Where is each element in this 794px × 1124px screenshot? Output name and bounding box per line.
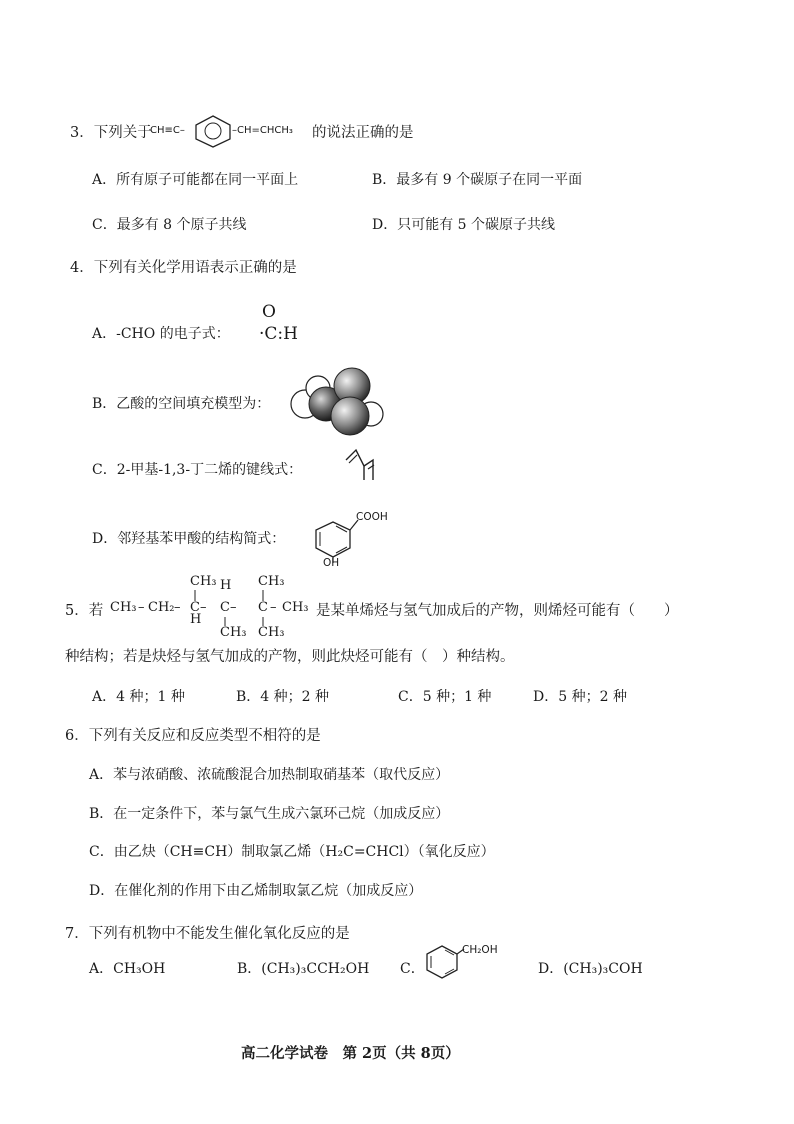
q4-a-oxygen: O (262, 302, 276, 322)
q7-stem: 7．下列有机物中不能发生催化氧化反应的是 (65, 926, 350, 942)
q7-c-ch2oh: CH₂OH (462, 944, 498, 956)
q5-carbon-3: C (258, 600, 268, 615)
q5-option-a[interactable]: A．4 种；1 种 (92, 689, 185, 705)
q3-stem (70, 121, 152, 142)
q6-option-c[interactable]: C．由乙炔（CH≡CH）制取氯乙烯（H₂C=CHCl）（氧化反应） (89, 844, 495, 860)
q4-stem: 4．下列有关化学用语表示正确的是 (70, 260, 297, 276)
q4-bond-line-formula-icon (340, 446, 380, 482)
q5-option-c[interactable]: C．5 种；1 种 (398, 689, 492, 705)
q6-option-a[interactable]: A．苯与浓硝酸、浓硫酸混合加热制取硝基苯（取代反应） (89, 767, 450, 783)
q7-option-a[interactable]: A．CH₃OH (89, 961, 166, 977)
q4-option-c[interactable]: C．2-甲基-1,3-丁二烯的键线式： (92, 462, 303, 478)
q5-top-ch3-1: CH₃ (190, 574, 217, 589)
q7-option-c[interactable]: C． (400, 961, 425, 977)
q5-prefix: 5．若 (65, 603, 104, 619)
q6-option-d[interactable]: D．在催化剂的作用下由乙烯制取氯乙烷（加成反应） (89, 883, 423, 899)
q5-bond-lines-icon (110, 570, 320, 642)
q3-number: 3． (70, 125, 94, 141)
q5-bottom-ch3-2: CH₃ (258, 625, 285, 640)
q5-ch3-end: CH₃ (282, 600, 309, 615)
q6-stem: 6．下列有关反应和反应类型不相符的是 (65, 728, 321, 744)
q7-benzene-ring-icon (422, 940, 466, 980)
q4-option-a[interactable]: A．-CHO 的电子式： (92, 326, 230, 342)
q5-carbon-2: C (220, 600, 230, 615)
q3-option-a[interactable]: A．所有原子可能都在同一平面上 (92, 172, 299, 188)
q4-option-b[interactable]: B．乙酸的空间填充模型为： (92, 396, 271, 412)
q4-d-cooh: COOH (356, 511, 388, 523)
q5-h-top: H (220, 578, 232, 593)
page-footer: 高二化学试卷 第 2页（共 8页） (241, 1045, 460, 1062)
q4-option-d[interactable]: D．邻羟基苯甲酸的结构简式： (92, 531, 286, 547)
q5-top-ch3-2: CH₃ (258, 574, 285, 589)
q6-option-b[interactable]: B．在一定条件下，苯与氯气生成六氯环己烷（加成反应） (89, 806, 450, 822)
q3-struct-left: CH≡C– (150, 125, 185, 136)
q5-option-d[interactable]: D．5 种；2 种 (533, 689, 627, 705)
q5-option-b[interactable]: B．4 种；2 种 (236, 689, 330, 705)
q7-option-d[interactable]: D．(CH₃)₃COH (538, 961, 643, 977)
q5-carbon-1: C (190, 600, 200, 615)
q5-bottom-ch3-1: CH₃ (220, 625, 247, 640)
q5-ch3-start: CH₃ (110, 600, 137, 615)
q3-struct-right: –CH=CHCH₃ (232, 125, 293, 136)
q3-suffix: 的说法正确的是 (312, 125, 414, 141)
q5-text-line1: 是某单烯烃与氢气加成后的产物，则烯烃可能有（ ） (316, 603, 679, 619)
q4-a-formula: ·C:H (259, 324, 298, 344)
q5-text-line2: 种结构；若是炔烃与氢气加成的产物，则此炔烃可能有（ ）种结构。 (65, 649, 515, 665)
q7-option-b[interactable]: B．(CH₃)₃CCH₂OH (237, 961, 370, 977)
q5-structure: CH₃ – CH₂ – C – C – C – CH₃ CH₃ CH₃ H H CH₃ CH₃ (110, 570, 320, 642)
q3-option-c[interactable]: C．最多有 8 个原子共线 (92, 217, 247, 233)
q3-option-b[interactable]: B．最多有 9 个碳原子在同一平面 (372, 172, 583, 188)
q5-h-bottom: H (190, 612, 202, 627)
q4-acetic-acid-model-icon (288, 364, 386, 440)
q5-ch2: CH₂ (148, 600, 175, 615)
q3-benzene-ring-icon (192, 114, 234, 148)
q4-d-oh: OH (323, 557, 340, 569)
q3-prefix: 下列关于 (93, 125, 152, 141)
q3-option-d[interactable]: D．只可能有 5 个碳原子共线 (372, 217, 556, 233)
